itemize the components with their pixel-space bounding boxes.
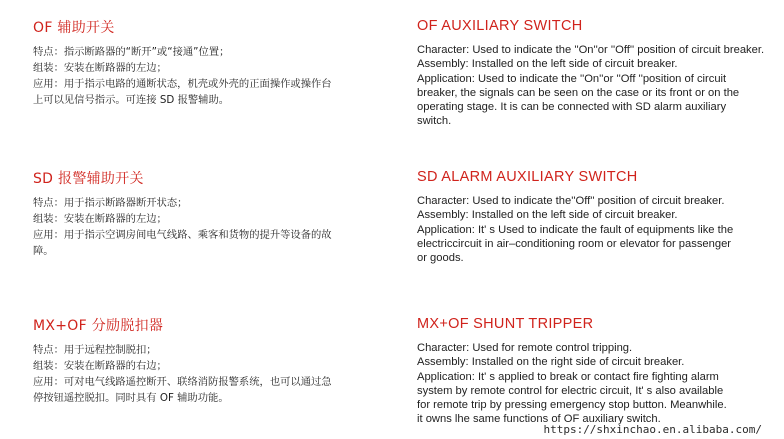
en-section-body <box>417 43 764 129</box>
en-section-title: OF AUXILIARY SWITCH <box>417 18 583 34</box>
en-text-line: Character: Used to indicate the''Off'' position of circuit breaker. <box>417 195 725 207</box>
en-text-line: Application: It' s Used to indicate the fault of equipments like the <box>417 223 734 236</box>
en-text-line: Assembly: Installed on the right side of circuit breaker. <box>417 356 685 369</box>
cn-text-line: 上可以见信号指示。可连接 SD 报警辅助。 <box>33 94 230 106</box>
cn-section-title: MX+OF 分励脱扣器 <box>33 318 164 334</box>
cn-section-title: OF 辅助开关 <box>33 20 115 36</box>
cn-section-body <box>33 195 332 259</box>
en-text-line: or goods. <box>417 252 464 265</box>
en-text-line: system by remote control for electric circuit, It' s also available <box>417 384 724 397</box>
en-text-line: Character: Used for remote control tripping. <box>417 342 633 354</box>
cn-section-title: SD 报警辅助开关 <box>33 171 144 187</box>
cn-text-line: 特点：用于远程控制脱扣； <box>33 344 157 356</box>
en-section-body <box>417 194 733 265</box>
cn-section-sd <box>33 170 332 259</box>
cn-text-line: 停按钮遥控脱扣。同时具有 OF 辅助功能。 <box>33 392 229 404</box>
english-column <box>417 0 784 439</box>
en-text-line: Assembly: Installed on the left side of circuit breaker. <box>417 209 678 222</box>
watermark-url: https://shxinchao.en.alibaba.com/ <box>543 423 762 436</box>
en-text-line: Character: Used to indicate the ''On''or ''Off'' position of circuit breaker. <box>417 44 765 56</box>
cn-section-body <box>33 342 332 406</box>
chinese-column <box>33 0 393 439</box>
en-section-sd <box>417 168 733 265</box>
en-text-line: switch. <box>417 115 452 128</box>
cn-text-line: 应用：可对电气线路遥控断开、联络消防报警系统，也可以通过急 <box>33 376 332 388</box>
cn-text-line: 特点：指示断路器的“断开”或“接通”位置； <box>33 46 230 58</box>
en-text-line: it owns lhe same functions of OF auxiliary switch. <box>417 413 661 426</box>
en-section-body <box>417 341 727 427</box>
cn-text-line: 组装：安装在断路器的右边； <box>33 360 167 372</box>
cn-text-line: 组装：安装在断路器的左边； <box>33 62 167 74</box>
en-text-line: for remote trip by pressing emergency stop button. Meanwhile. <box>417 399 727 412</box>
cn-text-line: 障。 <box>33 245 54 257</box>
en-text-line: Application: Used to indicate the ''On''or ''Off ''position of circuit <box>417 72 727 85</box>
en-section-of <box>417 17 764 129</box>
en-section-title: SD ALARM AUXILIARY SWITCH <box>417 169 638 185</box>
en-section-mx <box>417 315 727 427</box>
cn-section-of <box>33 19 332 108</box>
cn-section-body <box>33 44 332 108</box>
en-section-title: MX+OF SHUNT TRIPPER <box>417 316 594 332</box>
cn-text-line: 应用：用于指示电路的通断状态，机壳或外壳的正面操作或操作台 <box>33 78 332 90</box>
cn-text-line: 应用：用于指示空调房间电气线路、乘客和货物的提升等设备的故 <box>33 229 332 241</box>
cn-text-line: 组装：安装在断路器的左边； <box>33 213 167 225</box>
en-text-line: Application: It' s applied to break or contact fire fighting alarm <box>417 370 719 383</box>
en-text-line: breaker, the signals can be seen on the case or its front or on the <box>417 86 740 99</box>
en-text-line: operating stage. It is can be connected with SD alarm auxiliary <box>417 101 727 114</box>
en-text-line: electriccircuit in air–conditioning room or elevator for passenger <box>417 237 732 250</box>
cn-text-line: 特点：用于指示断路器断开状态； <box>33 197 188 209</box>
cn-section-mx <box>33 317 332 406</box>
en-text-line: Assembly: Installed on the left side of circuit breaker. <box>417 58 678 71</box>
